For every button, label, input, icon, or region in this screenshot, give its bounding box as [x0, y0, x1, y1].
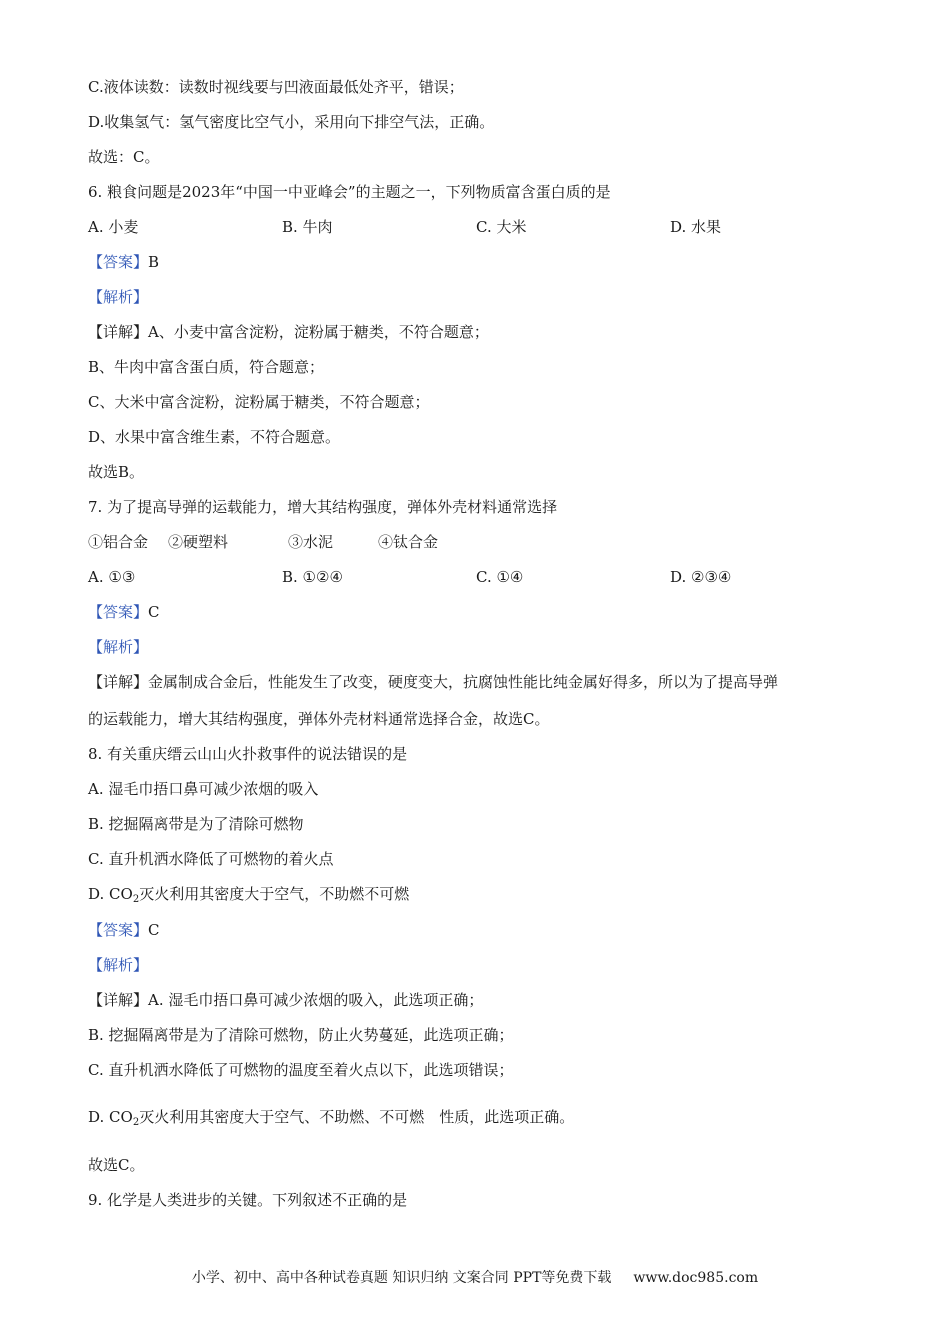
- q7-material-3: ③水泥: [288, 533, 334, 551]
- q8-answer: [88, 920, 160, 940]
- q8-option-b: B. 挖掘隔离带是为了清除可燃物: [88, 815, 304, 833]
- q6-detail-d: D、水果中富含维生素，不符合题意。: [88, 428, 341, 446]
- q8-stem: 8. 有关重庆缙云山山火扑救事件的说法错误的是: [88, 745, 408, 763]
- q8-option-c: C. 直升机洒水降低了可燃物的着火点: [88, 850, 334, 868]
- q8-option-d: D. $CO_2$灭火利用其密度大于空气，不助燃不可燃: [88, 885, 410, 905]
- q6-options: [88, 217, 848, 237]
- detail-tag: 【详解】: [88, 673, 149, 691]
- q7-detail-line-2: 的运载能力，增大其结构强度，弹体外壳材料通常选择合金，故选C。: [88, 710, 550, 728]
- footer-text: 小学、初中、高中各种试卷真题 知识归纳 文案合同 PPT等免费下载: [191, 1270, 612, 1286]
- footer-url[interactable]: www.doc985.com: [633, 1270, 759, 1286]
- q7-option-b: B. ①②④: [282, 568, 343, 586]
- q5-option-c-explanation: C.液体读数：读数时视线要与凹液面最低处齐平，错误；: [88, 78, 464, 96]
- q8-detail-d: D. $CO_2$灭火利用其密度大于空气、不助燃、不可燃 性质，此选项正确。: [88, 1108, 575, 1128]
- q7-answer-value: C: [148, 603, 160, 621]
- q6-detail-c: C、大米中富含淀粉，淀粉属于糖类，不符合题意；: [88, 393, 430, 411]
- q8-detail-b: B. 挖掘隔离带是为了清除可燃物，防止火势蔓延，此选项正确；: [88, 1026, 514, 1044]
- q7-analysis-tag: 【解析】: [88, 638, 149, 656]
- co2-subscript: 2: [132, 1117, 140, 1128]
- q8-detail-c: C. 直升机洒水降低了可燃物的温度至着火点以下，此选项错误；: [88, 1061, 514, 1079]
- q6-detail-a: 【详解】A、小麦中富含淀粉，淀粉属于糖类，不符合题意；: [88, 323, 489, 341]
- q5-option-d-explanation: D.收集氢气：氢气密度比空气小，采用向下排空气法，正确。: [88, 113, 495, 131]
- page-footer: [0, 1268, 950, 1288]
- q7-detail-line-1: 【详解】金属制成合金后，性能发生了改变，硬度变大，抗腐蚀性能比纯金属好得多，所以为了提高导弹: [88, 673, 779, 691]
- q6-answer-value: B: [148, 253, 160, 271]
- q7-materials: [88, 532, 848, 552]
- answer-tag: 【答案】: [88, 921, 149, 939]
- detail-tag: 【详解】: [88, 991, 149, 1009]
- q7-stem: 7. 为了提高导弹的运载能力，增大其结构强度，弹体外壳材料通常选择: [88, 498, 558, 516]
- q8-detail-a: 【详解】A. 湿毛巾捂口鼻可减少浓烟的吸入，此选项正确；: [88, 991, 484, 1009]
- q7-options: [88, 567, 848, 587]
- q8-analysis-tag: 【解析】: [88, 956, 149, 974]
- q6-option-a: A. 小麦: [88, 218, 139, 236]
- q7-option-d: D. ②③④: [670, 568, 732, 586]
- q7-option-a: A. ①③: [88, 568, 136, 586]
- q6-answer: [88, 252, 159, 272]
- co2-subscript: 2: [132, 894, 140, 905]
- q7-material-4: ④钛合金: [378, 533, 439, 551]
- q6-detail-b: B、牛肉中富含蛋白质，符合题意；: [88, 358, 325, 376]
- q6-option-d: D. 水果: [670, 218, 722, 236]
- q6-stem: 6. 粮食问题是2023年“中国一中亚峰会”的主题之一，下列物质富含蛋白质的是: [88, 183, 611, 201]
- q8-option-a: A. 湿毛巾捂口鼻可减少浓烟的吸入: [88, 780, 319, 798]
- q7-option-c: C. ①④: [476, 568, 524, 586]
- detail-tag: 【详解】: [88, 323, 149, 341]
- q8-answer-value: C: [148, 921, 160, 939]
- q8-choice: 故选C。: [88, 1156, 145, 1174]
- q6-analysis-tag: 【解析】: [88, 288, 149, 306]
- q6-option-b: B. 牛肉: [282, 218, 333, 236]
- q7-material-2: ②硬塑料: [168, 533, 229, 551]
- q7-answer: [88, 602, 160, 622]
- answer-tag: 【答案】: [88, 253, 149, 271]
- q5-choice: 故选：C。: [88, 148, 160, 166]
- q6-option-c: C. 大米: [476, 218, 527, 236]
- answer-tag: 【答案】: [88, 603, 149, 621]
- q7-material-1: ①铝合金: [88, 533, 149, 551]
- q6-choice: 故选B。: [88, 463, 145, 481]
- q9-stem: 9. 化学是人类进步的关键。下列叙述不正确的是: [88, 1191, 408, 1209]
